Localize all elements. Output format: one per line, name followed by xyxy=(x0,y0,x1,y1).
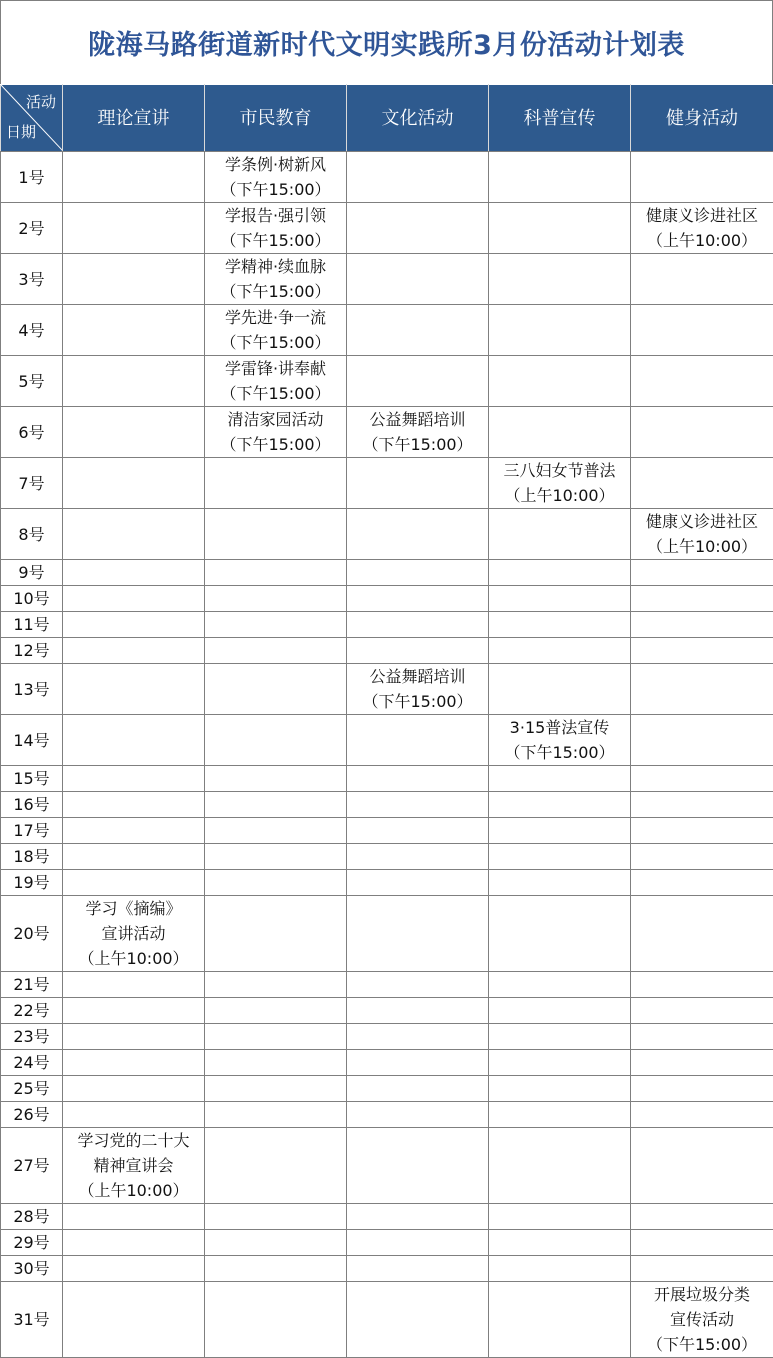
activity-cell xyxy=(63,509,205,560)
date-cell: 7号 xyxy=(1,458,63,509)
activity-cell xyxy=(63,458,205,509)
activity-cell xyxy=(489,509,631,560)
activity-cell xyxy=(631,407,773,458)
activity-cell xyxy=(63,1102,205,1128)
date-cell: 15号 xyxy=(1,766,63,792)
table-row xyxy=(1,509,773,560)
activity-text: （下午15:00） xyxy=(205,279,346,304)
activity-cell xyxy=(63,844,205,870)
activity-cell xyxy=(631,560,773,586)
table-row xyxy=(1,818,773,844)
activity-cell xyxy=(631,1076,773,1102)
activity-cell xyxy=(205,1076,347,1102)
activity-cell xyxy=(489,1204,631,1230)
table-row xyxy=(1,638,773,664)
activity-cell xyxy=(631,458,773,509)
activity-cell xyxy=(63,586,205,612)
activity-cell xyxy=(347,1024,489,1050)
activity-cell xyxy=(631,896,773,972)
activity-cell xyxy=(347,1128,489,1204)
column-header: 健身活动 xyxy=(631,85,773,152)
activity-cell xyxy=(631,792,773,818)
activity-cell xyxy=(205,638,347,664)
date-cell: 14号 xyxy=(1,715,63,766)
activity-cell xyxy=(631,1204,773,1230)
activity-text: 健康义诊进社区 xyxy=(631,203,773,228)
activity-cell xyxy=(489,356,631,407)
activity-cell xyxy=(631,203,773,254)
table-row xyxy=(1,1128,773,1204)
corner-date-label: 日期 xyxy=(6,123,36,141)
schedule-body xyxy=(1,152,773,1358)
date-cell: 6号 xyxy=(1,407,63,458)
activity-cell xyxy=(489,1076,631,1102)
column-header: 理论宣讲 xyxy=(63,85,205,152)
table-row xyxy=(1,305,773,356)
activity-cell xyxy=(347,818,489,844)
table-row xyxy=(1,560,773,586)
table-row xyxy=(1,664,773,715)
activity-cell xyxy=(347,152,489,203)
activity-cell xyxy=(63,1076,205,1102)
activity-cell xyxy=(489,972,631,998)
activity-cell xyxy=(63,1230,205,1256)
activity-cell xyxy=(631,509,773,560)
date-cell: 25号 xyxy=(1,1076,63,1102)
activity-cell xyxy=(205,612,347,638)
activity-cell xyxy=(489,152,631,203)
activity-cell xyxy=(63,972,205,998)
activity-cell xyxy=(63,152,205,203)
table-row xyxy=(1,715,773,766)
activity-cell xyxy=(347,1230,489,1256)
date-cell: 1号 xyxy=(1,152,63,203)
activity-cell xyxy=(347,1102,489,1128)
date-cell: 22号 xyxy=(1,998,63,1024)
activity-cell xyxy=(489,998,631,1024)
date-cell: 24号 xyxy=(1,1050,63,1076)
activity-text: （下午15:00） xyxy=(489,740,630,765)
column-header: 科普宣传 xyxy=(489,85,631,152)
activity-cell xyxy=(347,509,489,560)
page-title: 陇海马路街道新时代文明实践所3月份活动计划表 xyxy=(0,0,773,84)
date-cell: 17号 xyxy=(1,818,63,844)
activity-cell xyxy=(631,356,773,407)
activity-cell xyxy=(489,612,631,638)
activity-cell xyxy=(205,254,347,305)
activity-text: 公益舞蹈培训 xyxy=(347,664,488,689)
date-cell: 11号 xyxy=(1,612,63,638)
activity-cell xyxy=(347,638,489,664)
activity-cell xyxy=(631,766,773,792)
activity-cell xyxy=(347,766,489,792)
date-cell: 9号 xyxy=(1,560,63,586)
table-row xyxy=(1,870,773,896)
activity-cell xyxy=(631,870,773,896)
activity-cell xyxy=(631,664,773,715)
date-cell: 26号 xyxy=(1,1102,63,1128)
activity-cell xyxy=(631,638,773,664)
activity-cell xyxy=(489,407,631,458)
corner-activity-label: 活动 xyxy=(26,93,56,111)
activity-cell xyxy=(489,1230,631,1256)
activity-cell xyxy=(63,1128,205,1204)
date-cell: 18号 xyxy=(1,844,63,870)
activity-cell xyxy=(489,203,631,254)
activity-cell xyxy=(631,1128,773,1204)
date-cell: 8号 xyxy=(1,509,63,560)
activity-cell xyxy=(489,1256,631,1282)
table-row xyxy=(1,844,773,870)
activity-cell xyxy=(205,407,347,458)
activity-cell xyxy=(205,203,347,254)
table-row xyxy=(1,1256,773,1282)
activity-cell xyxy=(63,203,205,254)
activity-cell xyxy=(63,254,205,305)
activity-cell xyxy=(63,896,205,972)
activity-cell xyxy=(63,407,205,458)
table-row xyxy=(1,1024,773,1050)
activity-text: （下午15:00） xyxy=(631,1332,773,1357)
activity-cell xyxy=(489,1024,631,1050)
table-row xyxy=(1,586,773,612)
table-row xyxy=(1,766,773,792)
activity-cell xyxy=(205,1128,347,1204)
activity-cell xyxy=(489,870,631,896)
activity-text: （上午10:00） xyxy=(63,1178,204,1203)
activity-cell xyxy=(205,844,347,870)
activity-cell xyxy=(205,715,347,766)
activity-cell xyxy=(205,305,347,356)
date-cell: 19号 xyxy=(1,870,63,896)
activity-cell xyxy=(631,152,773,203)
activity-text: （下午15:00） xyxy=(347,689,488,714)
activity-text: （上午10:00） xyxy=(63,946,204,971)
activity-cell xyxy=(489,818,631,844)
activity-text: 精神宣讲会 xyxy=(63,1153,204,1178)
activity-cell xyxy=(631,586,773,612)
activity-cell xyxy=(631,305,773,356)
activity-cell xyxy=(205,870,347,896)
table-row xyxy=(1,1282,773,1358)
activity-cell xyxy=(631,818,773,844)
activity-cell xyxy=(63,998,205,1024)
activity-cell xyxy=(489,638,631,664)
activity-cell xyxy=(63,612,205,638)
activity-text: 清洁家园活动 xyxy=(205,407,346,432)
activity-text: 学精神·续血脉 xyxy=(205,254,346,279)
activity-cell xyxy=(631,972,773,998)
activity-cell xyxy=(347,612,489,638)
table-row xyxy=(1,1102,773,1128)
table-row xyxy=(1,998,773,1024)
table-row xyxy=(1,896,773,972)
activity-cell xyxy=(489,792,631,818)
activity-cell xyxy=(631,1256,773,1282)
activity-text: （下午15:00） xyxy=(205,330,346,355)
activity-cell xyxy=(347,998,489,1024)
activity-cell xyxy=(205,509,347,560)
activity-cell xyxy=(205,818,347,844)
activity-cell xyxy=(205,766,347,792)
activity-cell xyxy=(63,356,205,407)
date-cell: 21号 xyxy=(1,972,63,998)
date-cell: 30号 xyxy=(1,1256,63,1282)
table-row xyxy=(1,1230,773,1256)
activity-cell xyxy=(63,1204,205,1230)
activity-cell xyxy=(347,560,489,586)
activity-cell xyxy=(631,844,773,870)
date-cell: 12号 xyxy=(1,638,63,664)
activity-cell xyxy=(489,844,631,870)
activity-cell xyxy=(631,1230,773,1256)
activity-cell xyxy=(631,1050,773,1076)
activity-cell xyxy=(205,1050,347,1076)
table-row xyxy=(1,1204,773,1230)
activity-cell xyxy=(63,1050,205,1076)
date-cell: 31号 xyxy=(1,1282,63,1358)
activity-text: 学习党的二十大 xyxy=(63,1128,204,1153)
activity-cell xyxy=(347,203,489,254)
activity-cell xyxy=(205,1230,347,1256)
activity-text: 学先进·争一流 xyxy=(205,305,346,330)
table-row xyxy=(1,254,773,305)
activity-cell xyxy=(347,870,489,896)
activity-text: （下午15:00） xyxy=(205,432,346,457)
date-cell: 3号 xyxy=(1,254,63,305)
schedule-table xyxy=(0,84,773,1358)
activity-cell xyxy=(63,870,205,896)
activity-text: （上午10:00） xyxy=(631,534,773,559)
activity-cell xyxy=(631,998,773,1024)
activity-text: 学雷锋·讲奉献 xyxy=(205,356,346,381)
activity-cell xyxy=(631,1282,773,1358)
activity-cell xyxy=(631,612,773,638)
date-cell: 4号 xyxy=(1,305,63,356)
activity-text: （下午15:00） xyxy=(205,177,346,202)
activity-cell xyxy=(347,896,489,972)
activity-cell xyxy=(205,1024,347,1050)
table-row xyxy=(1,407,773,458)
activity-cell xyxy=(347,715,489,766)
activity-cell xyxy=(347,1204,489,1230)
activity-cell xyxy=(489,305,631,356)
activity-text: （上午10:00） xyxy=(631,228,773,253)
activity-cell xyxy=(489,1128,631,1204)
activity-cell xyxy=(63,715,205,766)
activity-cell xyxy=(63,560,205,586)
activity-cell xyxy=(63,1024,205,1050)
activity-cell xyxy=(489,1102,631,1128)
activity-cell xyxy=(347,407,489,458)
date-cell: 13号 xyxy=(1,664,63,715)
activity-text: （下午15:00） xyxy=(205,228,346,253)
activity-cell xyxy=(205,1282,347,1358)
activity-cell xyxy=(205,458,347,509)
activity-cell xyxy=(205,972,347,998)
table-row xyxy=(1,458,773,509)
table-row xyxy=(1,1050,773,1076)
activity-cell xyxy=(489,715,631,766)
header-row xyxy=(1,85,773,152)
activity-cell xyxy=(205,1204,347,1230)
column-header: 市民教育 xyxy=(205,85,347,152)
activity-cell xyxy=(205,1102,347,1128)
activity-cell xyxy=(63,818,205,844)
activity-text: 学条例·树新风 xyxy=(205,152,346,177)
activity-cell xyxy=(63,1282,205,1358)
activity-cell xyxy=(205,792,347,818)
activity-cell xyxy=(63,638,205,664)
activity-cell xyxy=(631,1102,773,1128)
activity-text: （下午15:00） xyxy=(205,381,346,406)
table-row xyxy=(1,203,773,254)
activity-text: 学习《摘编》 xyxy=(63,896,204,921)
activity-text: （上午10:00） xyxy=(489,483,630,508)
activity-cell xyxy=(347,458,489,509)
activity-cell xyxy=(489,896,631,972)
activity-cell xyxy=(347,254,489,305)
activity-cell xyxy=(205,664,347,715)
date-cell: 2号 xyxy=(1,203,63,254)
table-row xyxy=(1,356,773,407)
activity-cell xyxy=(347,1256,489,1282)
activity-text: 健康义诊进社区 xyxy=(631,509,773,534)
activity-text: 公益舞蹈培训 xyxy=(347,407,488,432)
activity-cell xyxy=(631,715,773,766)
date-cell: 29号 xyxy=(1,1230,63,1256)
date-cell: 28号 xyxy=(1,1204,63,1230)
activity-cell xyxy=(205,1256,347,1282)
activity-cell xyxy=(347,664,489,715)
activity-text: 学报告·强引领 xyxy=(205,203,346,228)
corner-header xyxy=(1,85,63,152)
activity-cell xyxy=(347,586,489,612)
activity-cell xyxy=(347,844,489,870)
table-row xyxy=(1,1076,773,1102)
date-cell: 23号 xyxy=(1,1024,63,1050)
activity-text: （下午15:00） xyxy=(347,432,488,457)
activity-cell xyxy=(347,1282,489,1358)
activity-cell xyxy=(347,792,489,818)
activity-cell xyxy=(489,560,631,586)
activity-cell xyxy=(489,254,631,305)
activity-cell xyxy=(205,560,347,586)
activity-text: 三八妇女节普法 xyxy=(489,458,630,483)
activity-cell xyxy=(205,152,347,203)
date-cell: 5号 xyxy=(1,356,63,407)
date-cell: 20号 xyxy=(1,896,63,972)
activity-text: 3·15普法宣传 xyxy=(489,715,630,740)
activity-cell xyxy=(347,356,489,407)
activity-cell xyxy=(347,305,489,356)
activity-cell xyxy=(489,458,631,509)
activity-cell xyxy=(205,586,347,612)
activity-cell xyxy=(63,1256,205,1282)
activity-cell xyxy=(631,1024,773,1050)
activity-cell xyxy=(63,664,205,715)
activity-cell xyxy=(347,1050,489,1076)
activity-cell xyxy=(205,896,347,972)
activity-cell xyxy=(63,792,205,818)
activity-cell xyxy=(63,766,205,792)
column-header: 文化活动 xyxy=(347,85,489,152)
activity-cell xyxy=(489,586,631,612)
table-row xyxy=(1,612,773,638)
table-row xyxy=(1,792,773,818)
activity-cell xyxy=(489,766,631,792)
date-cell: 27号 xyxy=(1,1128,63,1204)
activity-text: 宣讲活动 xyxy=(63,921,204,946)
activity-cell xyxy=(489,1282,631,1358)
activity-text: 开展垃圾分类 xyxy=(631,1282,773,1307)
date-cell: 10号 xyxy=(1,586,63,612)
table-row xyxy=(1,152,773,203)
activity-cell xyxy=(631,254,773,305)
activity-cell xyxy=(205,356,347,407)
activity-cell xyxy=(347,972,489,998)
activity-cell xyxy=(489,1050,631,1076)
activity-cell xyxy=(63,305,205,356)
activity-cell xyxy=(347,1076,489,1102)
activity-text: 宣传活动 xyxy=(631,1307,773,1332)
date-cell: 16号 xyxy=(1,792,63,818)
activity-cell xyxy=(489,664,631,715)
activity-cell xyxy=(205,998,347,1024)
table-row xyxy=(1,972,773,998)
